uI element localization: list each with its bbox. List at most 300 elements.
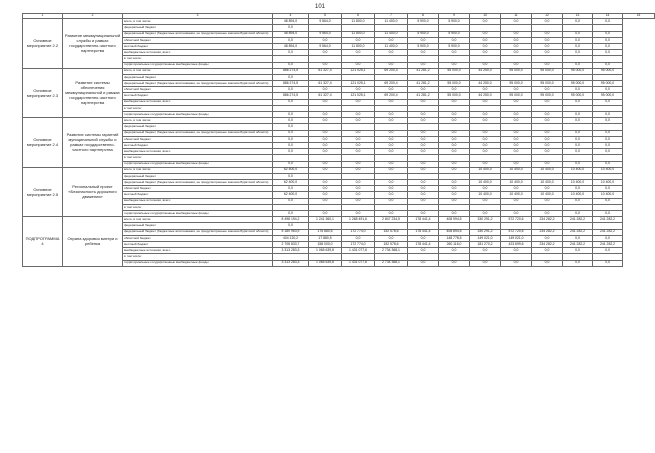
amount-cell: 0,0 <box>375 62 408 68</box>
amount-cell: 0,0 <box>593 248 623 254</box>
amount-cell: 2 847 234,5 <box>375 217 408 223</box>
amount-cell: 0,0 <box>593 161 623 167</box>
amount-cell: 0,0 <box>439 50 470 56</box>
amount-cell: 0,0 <box>439 211 470 217</box>
amount-cell: 61 327,4 <box>309 68 342 74</box>
funding-source-cell: федеральный бюджет <box>123 223 273 229</box>
amount-cell: 95 000,0 <box>501 68 532 74</box>
header-number-cell: 5 <box>309 14 342 19</box>
amount-cell: 0,0 <box>439 198 470 204</box>
amount-cell: 0,0 <box>563 99 593 105</box>
amount-cell: 0,0 <box>593 211 623 217</box>
amount-cell: 0,0 <box>309 87 342 93</box>
amount-cell: 0,0 <box>501 112 532 118</box>
amount-cell: 0,0 <box>563 87 593 93</box>
amount-cell: 0,0 <box>273 25 309 31</box>
amount-cell: 69 200,4 <box>375 68 408 74</box>
amount-cell: 0,0 <box>375 186 408 192</box>
amount-cell: 0,0 <box>273 223 309 229</box>
amount-cell: 0,0 <box>532 130 563 136</box>
amount-cell: 0,0 <box>470 37 501 43</box>
amount-cell: 0,0 <box>563 186 593 192</box>
amount-cell: 0,0 <box>470 118 501 124</box>
amount-cell: 0,0 <box>273 130 309 136</box>
amount-cell: 0,0 <box>273 198 309 204</box>
amount-cell: 0,0 <box>532 161 563 167</box>
amount-cell: 0,0 <box>439 180 470 186</box>
funding-source-cell: федеральный бюджет (бюджетные ассигнования, не предусмотренные законом Бурятской области) <box>123 81 273 87</box>
funding-source-cell: в том числе: <box>123 105 273 111</box>
amount-cell: 0,0 <box>593 87 623 93</box>
funding-source-cell: областной бюджет <box>123 186 273 192</box>
amount-cell: 0,0 <box>375 118 408 124</box>
amount-cell: 95 000,0 <box>501 93 532 99</box>
amount-cell: 886 274,5 <box>273 68 309 74</box>
amount-cell: 0,0 <box>408 235 439 241</box>
budget-table <box>22 13 655 267</box>
amount-cell: 0,0 <box>470 186 501 192</box>
amount-cell: 0,0 <box>408 248 439 254</box>
amount-cell: 241 282,2 <box>563 229 593 235</box>
amount-cell: 0,0 <box>375 235 408 241</box>
funding-source-cell: местный бюджет <box>123 93 273 99</box>
measure-name-cell: Основное мероприятие 2.5 <box>23 167 63 217</box>
amount-cell: 0,0 <box>408 87 439 93</box>
amount-cell: 61 327,4 <box>309 81 342 87</box>
amount-cell: 5 900,0 <box>439 31 470 37</box>
amount-cell: 0,0 <box>593 99 623 105</box>
amount-cell: 0,0 <box>501 211 532 217</box>
amount-cell: 0,0 <box>342 136 375 142</box>
amount-cell: 0,0 <box>501 118 532 124</box>
amount-cell: 95 000,0 <box>593 93 623 99</box>
amount-cell: 0,0 <box>532 235 563 241</box>
amount-cell: 0,0 <box>470 87 501 93</box>
amount-cell: 0,0 <box>408 50 439 56</box>
amount-cell: 9 564,0 <box>309 43 342 49</box>
funding-source-cell: в том числе: <box>123 155 273 161</box>
funding-source-cell: местный бюджет <box>123 43 273 49</box>
amount-cell: 886 274,5 <box>273 81 309 87</box>
amount-cell: 69 200,4 <box>375 81 408 87</box>
measure-title-cell: Охрана здоровья матери и ребенка <box>63 217 123 267</box>
amount-cell: 0,0 <box>532 50 563 56</box>
amount-cell: 0,0 <box>501 87 532 93</box>
amount-cell: 44 250,0 <box>470 93 501 99</box>
amount-cell: 2 734 368,1 <box>375 260 408 266</box>
amount-cell: 234 282,2 <box>532 217 563 223</box>
amount-cell: 41 281,2 <box>408 81 439 87</box>
funding-source-cell: территориальные государственные внебюджетные фонды <box>123 112 273 118</box>
header-number-cell: 8 <box>408 14 439 19</box>
amount-cell: 10 400,0 <box>470 167 501 173</box>
header-number-cell: 9 <box>439 14 470 19</box>
amount-cell: 0,0 <box>593 62 623 68</box>
amount-cell: 0,0 <box>593 136 623 142</box>
amount-cell: 0,0 <box>342 149 375 155</box>
funding-source-cell: в том числе: <box>123 254 273 260</box>
amount-cell: 0,0 <box>470 211 501 217</box>
amount-cell: 0,0 <box>408 167 439 173</box>
funding-source-cell: федеральный бюджет <box>123 173 273 179</box>
amount-cell: 1 241 360,1 <box>309 217 342 223</box>
amount-cell: 95 000,0 <box>593 81 623 87</box>
amount-cell: 241 282,2 <box>563 217 593 223</box>
amount-cell: 0,0 <box>273 99 309 105</box>
funding-source-cell: всего, в том числе: <box>123 68 273 74</box>
amount-cell: 0,0 <box>470 62 501 68</box>
amount-cell: 0,0 <box>309 192 342 198</box>
amount-cell: 0,0 <box>342 130 375 136</box>
amount-cell: 0,0 <box>532 43 563 49</box>
amount-cell: 0,0 <box>593 118 623 124</box>
amount-cell: 0,0 <box>309 149 342 155</box>
amount-cell: 0,0 <box>273 186 309 192</box>
amount-cell: 0,0 <box>593 149 623 155</box>
amount-cell: 48 894,0 <box>273 43 309 49</box>
amount-cell: 0,0 <box>375 87 408 93</box>
amount-cell: 0,0 <box>470 260 501 266</box>
amount-cell: 5 900,0 <box>439 19 470 25</box>
amount-cell: 0,0 <box>408 192 439 198</box>
amount-cell: 152 578,6 <box>375 241 408 247</box>
amount-cell: 0,0 <box>375 211 408 217</box>
amount-cell: 0,0 <box>470 112 501 118</box>
amount-cell: 0,0 <box>593 19 623 25</box>
amount-cell: 172 774,0 <box>342 241 375 247</box>
amount-cell: 0,0 <box>408 99 439 105</box>
amount-cell: 0,0 <box>501 31 532 37</box>
amount-cell: 0,0 <box>593 43 623 49</box>
amount-cell: 408 994,5 <box>439 217 470 223</box>
amount-cell: 0,0 <box>309 136 342 142</box>
amount-cell: 0,0 <box>375 161 408 167</box>
funding-source-cell: федеральный бюджет (бюджетные ассигнования, не предусмотренные законом Бурятской области) <box>123 180 273 186</box>
amount-cell: 0,0 <box>273 136 309 142</box>
amount-cell: 0,0 <box>563 136 593 142</box>
amount-cell: 0,0 <box>563 260 593 266</box>
amount-cell: 0,0 <box>501 161 532 167</box>
amount-cell: 95 000,0 <box>563 68 593 74</box>
amount-cell: 0,0 <box>470 130 501 136</box>
amount-cell: 0,0 <box>273 74 309 80</box>
amount-cell: 0,0 <box>593 142 623 148</box>
amount-cell: 0,0 <box>342 198 375 204</box>
amount-cell: 0,0 <box>375 180 408 186</box>
funding-source-cell: всего, в том числе: <box>123 167 273 173</box>
amount-cell: 0,0 <box>342 87 375 93</box>
amount-cell: 0,0 <box>563 248 593 254</box>
amount-cell: 0,0 <box>408 186 439 192</box>
amount-cell: 5 900,0 <box>408 43 439 49</box>
amount-cell: 48 894,0 <box>273 31 309 37</box>
amount-cell: 0,0 <box>273 62 309 68</box>
amount-cell: 241 282,2 <box>593 229 623 235</box>
amount-cell: 0,0 <box>563 31 593 37</box>
amount-cell: 10 400,0 <box>563 192 593 198</box>
amount-cell: 95 000,0 <box>563 81 593 87</box>
amount-cell: 0,0 <box>309 180 342 186</box>
amount-cell: 0,0 <box>532 142 563 148</box>
amount-cell: 0,0 <box>439 142 470 148</box>
amount-cell: 0,0 <box>470 136 501 142</box>
amount-cell: 0,0 <box>563 112 593 118</box>
amount-cell: 152 578,6 <box>375 229 408 235</box>
amount-cell: 0,0 <box>273 142 309 148</box>
amount-cell: 0,0 <box>342 211 375 217</box>
amount-cell: 10 400,0 <box>593 180 623 186</box>
amount-cell: 0,0 <box>309 99 342 105</box>
amount-cell: 44 250,0 <box>470 81 501 87</box>
amount-cell: 0,0 <box>342 142 375 148</box>
amount-cell: 11 400,0 <box>375 19 408 25</box>
amount-cell: 0,0 <box>309 130 342 136</box>
amount-cell: 0,0 <box>439 167 470 173</box>
amount-cell: 0,0 <box>470 50 501 56</box>
measure-name-cell: ПОДПРОГРАММА 4 <box>23 217 63 267</box>
amount-cell: 0,0 <box>501 62 532 68</box>
funding-source-cell: федеральный бюджет (бюджетные ассигнования, не предусмотренные законом Бурятской области) <box>123 229 273 235</box>
funding-source-cell: всего, в том числе: <box>123 217 273 223</box>
amount-cell: 0,0 <box>439 192 470 198</box>
measure-name-cell: Основное мероприятие 2.3 <box>23 68 63 118</box>
amount-cell: 0,0 <box>273 112 309 118</box>
amount-cell: 0,0 <box>439 130 470 136</box>
amount-cell: 0,0 <box>563 211 593 217</box>
amount-cell: 158 000,0 <box>309 241 342 247</box>
amount-cell: 0,0 <box>532 211 563 217</box>
amount-cell: 0,0 <box>342 50 375 56</box>
amount-cell: 408 894,5 <box>439 229 470 235</box>
amount-cell: 0,0 <box>309 167 342 173</box>
amount-cell: 0,0 <box>439 99 470 105</box>
amount-cell: 172 774,0 <box>342 229 375 235</box>
amount-cell: 62 400,0 <box>273 167 309 173</box>
amount-cell: 0,0 <box>501 99 532 105</box>
amount-cell: 41 281,2 <box>408 68 439 74</box>
amount-cell: 0,0 <box>501 142 532 148</box>
amount-cell: 95 000,0 <box>501 81 532 87</box>
amount-cell: 241 282,2 <box>593 241 623 247</box>
amount-cell: 121 025,1 <box>342 68 375 74</box>
funding-source-cell: областной бюджет <box>123 37 273 43</box>
amount-cell: 10 400,0 <box>593 167 623 173</box>
funding-source-cell: в том числе: <box>123 204 273 210</box>
amount-cell: 0,0 <box>309 118 342 124</box>
amount-cell: 0,0 <box>501 260 532 266</box>
amount-cell: 0,0 <box>375 130 408 136</box>
amount-cell: 0,0 <box>342 112 375 118</box>
amount-cell: 241 282,2 <box>593 217 623 223</box>
amount-cell: 0,0 <box>408 198 439 204</box>
amount-cell: 330 291,2 <box>470 217 501 223</box>
amount-cell: 8 498 194,2 <box>273 217 309 223</box>
amount-cell: 0,0 <box>375 37 408 43</box>
amount-cell: 0,0 <box>532 136 563 142</box>
amount-cell: 48 894,0 <box>273 19 309 25</box>
amount-cell: 0,0 <box>470 99 501 105</box>
amount-cell: 0,0 <box>439 136 470 142</box>
funding-source-cell: областной бюджет <box>123 235 273 241</box>
amount-cell: 121 025,1 <box>342 93 375 99</box>
amount-cell: 0,0 <box>593 37 623 43</box>
amount-cell: 0,0 <box>309 211 342 217</box>
amount-cell: 0,0 <box>408 260 439 266</box>
amount-cell: 0,0 <box>375 136 408 142</box>
amount-cell: 9 564,0 <box>309 19 342 25</box>
amount-cell: 11 800,0 <box>342 43 375 49</box>
amount-cell: 1 268 491,6 <box>342 217 375 223</box>
amount-cell: 149 021,0 <box>501 235 532 241</box>
amount-cell: 0,0 <box>501 198 532 204</box>
amount-cell: 0,0 <box>563 62 593 68</box>
amount-cell: 10 400,0 <box>470 180 501 186</box>
amount-cell: 0,0 <box>532 19 563 25</box>
amount-cell: 404 120,2 <box>273 235 309 241</box>
funding-source-cell: местный бюджет <box>123 192 273 198</box>
amount-cell: 11 800,0 <box>342 31 375 37</box>
amount-cell: 0,0 <box>563 130 593 136</box>
amount-cell: 0,0 <box>375 149 408 155</box>
amount-cell: 0,0 <box>470 248 501 254</box>
amount-cell: 0,0 <box>309 37 342 43</box>
amount-cell: 69 200,4 <box>375 93 408 99</box>
amount-cell: 0,0 <box>470 161 501 167</box>
amount-cell: 0,0 <box>563 50 593 56</box>
amount-cell: 572 720,6 <box>501 229 532 235</box>
header-number-cell: 1 <box>23 14 63 19</box>
measure-name-cell: Основное мероприятие 2.4 <box>23 118 63 168</box>
header-number-cell: 7 <box>375 14 408 19</box>
amount-cell: 0,0 <box>375 192 408 198</box>
amount-cell: 0,0 <box>408 37 439 43</box>
amount-cell: 2 708 833,7 <box>273 241 309 247</box>
header-number-cell: 4 <box>273 14 309 19</box>
amount-cell: 0,0 <box>273 37 309 43</box>
funding-source-cell: внебюджетные источники, всего <box>123 248 273 254</box>
amount-cell: 0,0 <box>408 161 439 167</box>
amount-cell: 0,0 <box>593 130 623 136</box>
amount-cell: 572 720,6 <box>501 217 532 223</box>
measure-title-cell: Развитие системы гарантий муниципальной службы и рамках государственно-частного партнерства <box>63 118 123 168</box>
measure-title-cell: Региональный проект «Безопасность дорожного движения» <box>63 167 123 217</box>
amount-cell: 1 431 077,6 <box>342 248 375 254</box>
amount-cell: 0,0 <box>501 50 532 56</box>
amount-cell: 0,0 <box>532 248 563 254</box>
funding-source-cell: внебюджетные источники, всего <box>123 50 273 56</box>
amount-cell: 886 274,5 <box>273 93 309 99</box>
amount-cell: 10 400,0 <box>501 192 532 198</box>
amount-cell: 95 000,0 <box>593 68 623 74</box>
amount-cell: 0,0 <box>408 211 439 217</box>
amount-cell: 11 400,0 <box>375 43 408 49</box>
amount-cell: 0,0 <box>501 136 532 142</box>
amount-cell: 0,0 <box>470 43 501 49</box>
amount-cell: 0,0 <box>470 198 501 204</box>
amount-cell: 3 313 283,3 <box>273 248 309 254</box>
amount-cell: 0,0 <box>342 118 375 124</box>
amount-cell: 0,0 <box>563 198 593 204</box>
amount-cell: 0,0 <box>309 142 342 148</box>
amount-cell: 0,0 <box>563 43 593 49</box>
amount-cell: 0,0 <box>342 180 375 186</box>
amount-cell: 0,0 <box>309 62 342 68</box>
amount-cell: 0,0 <box>342 167 375 173</box>
amount-cell: 10 400,0 <box>532 192 563 198</box>
amount-cell: 0,0 <box>273 87 309 93</box>
amount-cell: 0,0 <box>439 62 470 68</box>
amount-cell: 0,0 <box>501 43 532 49</box>
amount-cell: 10 400,0 <box>501 180 532 186</box>
amount-cell: 0,0 <box>309 186 342 192</box>
amount-cell: 0,0 <box>532 37 563 43</box>
amount-cell: 0,0 <box>408 112 439 118</box>
amount-cell: 10 400,0 <box>593 192 623 198</box>
amount-cell: 0,0 <box>375 198 408 204</box>
amount-cell: 62 400,0 <box>273 180 309 186</box>
amount-cell: 0,0 <box>532 62 563 68</box>
amount-cell: 0,0 <box>342 161 375 167</box>
amount-cell: 0,0 <box>273 211 309 217</box>
amount-cell: 0,0 <box>532 112 563 118</box>
amount-cell: 0,0 <box>342 235 375 241</box>
funding-source-cell: внебюджетные источники, всего <box>123 149 273 155</box>
amount-cell: 178 441,4 <box>408 241 439 247</box>
amount-cell: 0,0 <box>593 112 623 118</box>
amount-cell: 0,0 <box>342 192 375 198</box>
amount-cell: 11 400,0 <box>375 31 408 37</box>
funding-source-cell: внебюджетные источники, всего <box>123 99 273 105</box>
funding-source-cell: внебюджетные источники, всего <box>123 198 273 204</box>
amount-cell: 0,0 <box>439 161 470 167</box>
funding-source-cell: территориальные государственные внебюджетные фонды <box>123 260 273 266</box>
header-number-cell: 3 <box>123 14 273 19</box>
amount-cell: 0,0 <box>273 50 309 56</box>
measure-name-cell: Основное мероприятие 2.2 <box>23 19 63 69</box>
amount-cell: 0,0 <box>408 180 439 186</box>
funding-source-cell: местный бюджет <box>123 142 273 148</box>
funding-source-cell: областной бюджет <box>123 136 273 142</box>
funding-source-cell: федеральный бюджет <box>123 25 273 31</box>
amount-cell: 0,0 <box>273 124 309 130</box>
amount-cell: 0,0 <box>470 149 501 155</box>
funding-source-cell: территориальные государственные внебюджетные фонды <box>123 211 273 217</box>
amount-cell: 178 441,4 <box>408 229 439 235</box>
amount-cell: 0,0 <box>593 260 623 266</box>
amount-cell: 5 900,0 <box>408 19 439 25</box>
amount-cell: 121 025,1 <box>342 81 375 87</box>
amount-cell: 5 180 963,9 <box>273 229 309 235</box>
amount-cell: 0,0 <box>342 99 375 105</box>
funding-source-cell: в том числе: <box>123 56 273 62</box>
amount-cell: 95 000,0 <box>532 93 563 99</box>
amount-cell: 0,0 <box>408 130 439 136</box>
amount-cell: 0,0 <box>375 142 408 148</box>
amount-cell: 0,0 <box>375 99 408 105</box>
amount-cell: 55 000,0 <box>439 81 470 87</box>
amount-cell: 0,0 <box>375 50 408 56</box>
amount-cell: 0,0 <box>375 112 408 118</box>
amount-cell: 0,0 <box>532 198 563 204</box>
amount-cell: 95 000,0 <box>532 81 563 87</box>
amount-cell: 10 400,0 <box>563 167 593 173</box>
funding-source-cell: местный бюджет <box>123 241 273 247</box>
amount-cell: 0,0 <box>439 112 470 118</box>
amount-cell: 0,0 <box>309 161 342 167</box>
amount-cell: 3 313 283,3 <box>273 260 309 266</box>
funding-source-cell: федеральный бюджет <box>123 124 273 130</box>
amount-cell: 10 400,0 <box>501 167 532 173</box>
